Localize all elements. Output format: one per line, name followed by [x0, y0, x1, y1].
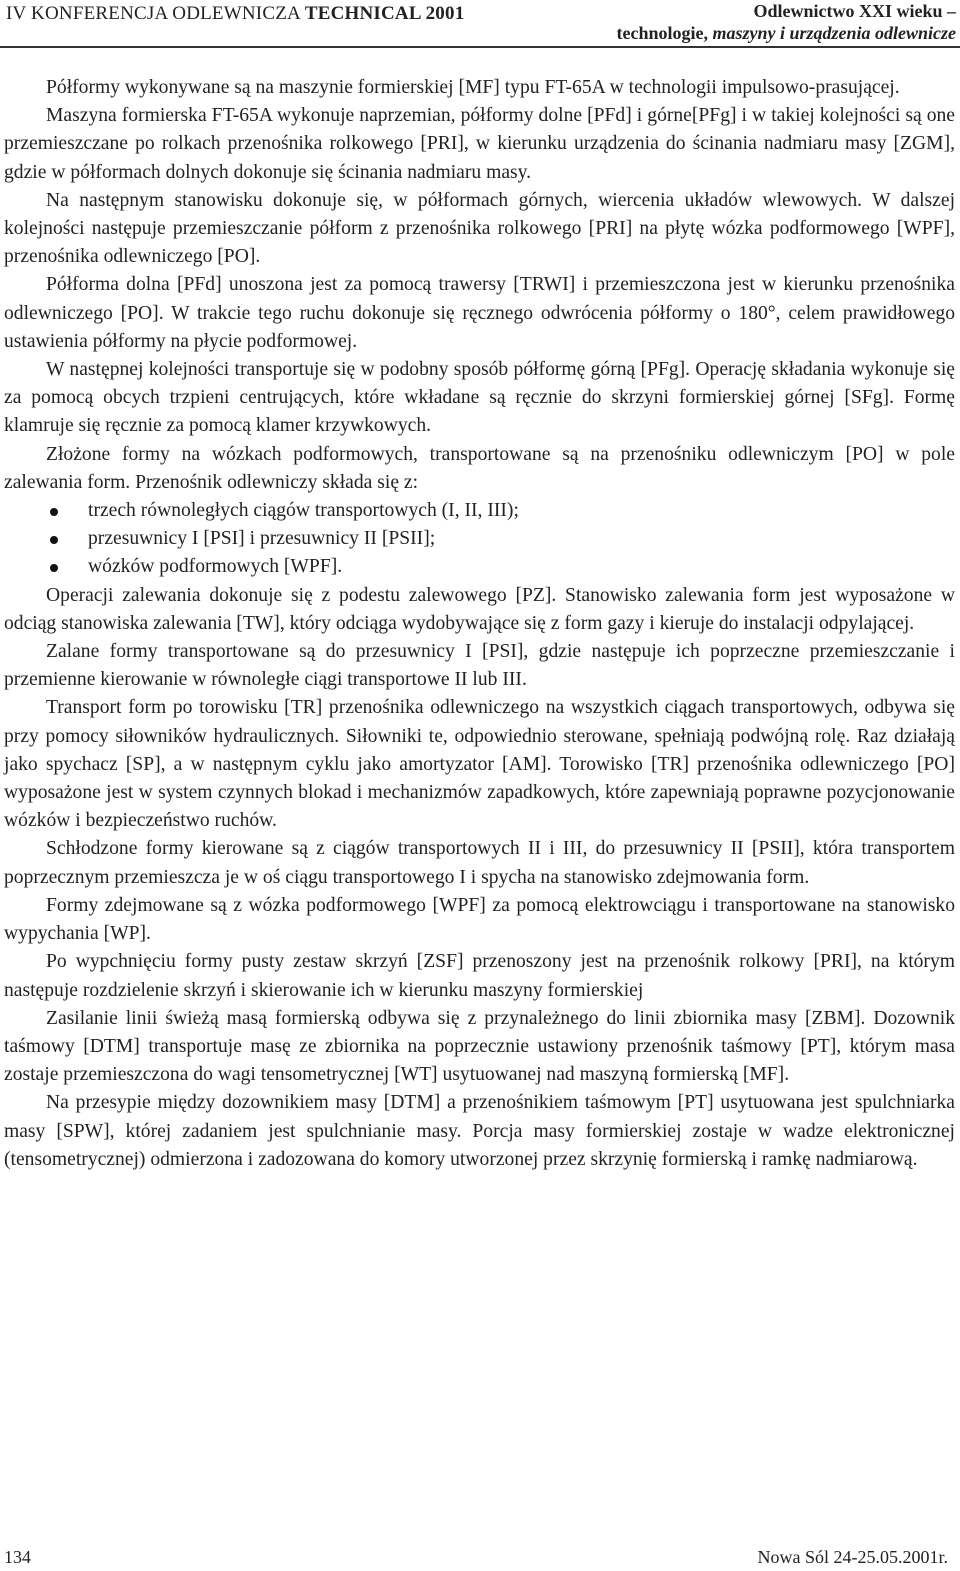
paragraph-text: Półforma dolna [PFd] unoszona jest za pomocą trawersy [TRWI] i przemieszczona jest w kierunku przenośnika odlewniczego [PO]. — [4, 274, 955, 324]
paragraph-text: Na następnym stanowisku dokonuje się, w półformach górnych, wiercenia układów wlewowych. — [46, 189, 863, 211]
paragraph-text: Transport form po torowisku [TR] przenośnika odlewniczego na wszystkich ciągach transportowych, odbywa się przy pomocy siłowników hydraulicznych. Siłowniki te, odpowiednio sterowane, spełniają podwójną rolę. Raz działają jako spychacz [SP], a w następnym cyklu jako amortyzator [AM]. Torowisko [TR] przenośnika odlewniczego [PO] wyposażone jest w system czynnych blokad i mechanizmów zapadkowych, które zapewniają poprawne pozycjonowanie wózków i bezpieczeństwo ruchów. — [4, 697, 955, 832]
paragraph-text: Operacji zalewania dokonuje się z podestu zalewowego [PZ]. Stanowisko zalewania form jest wyposażone w odciąg stanowiska zalewania [TW], który odciąga wydobywające się z form gazy i kieruje do instalacji odpylającej. — [4, 584, 955, 634]
paragraph — [4, 271, 955, 356]
paragraph — [4, 187, 955, 272]
paragraph-text: Po wypchnięciu formy pusty zestaw skrzyń [ZSF] przenoszony jest na przenośnik rolkowy [PRI], na którym następuje rozdzielenie skrzyń i skierowanie ich w kierunku maszyny formierskiej — [4, 951, 955, 1001]
conference-title-bold: TECHNICAL 2001 — [304, 3, 465, 24]
publication-title-line2 — [616, 22, 956, 44]
paragraph — [4, 694, 955, 835]
bullet-list — [4, 497, 955, 582]
paragraph — [4, 835, 955, 891]
page-number: 134 — [4, 1547, 31, 1567]
paragraph — [4, 102, 955, 187]
list-item-text: trzech równoległych ciągów transportowych (I, II, III); — [88, 500, 519, 522]
bullet-icon — [50, 536, 58, 544]
paragraph-text: Schłodzone formy kierowane są z ciągów transportowych II i III, do przesuwnicy II [PSII], która transportem poprzecznym przemieszcza je w oś ciągu transportowego I i spycha na stanowisko zdejmowania form. — [4, 838, 955, 888]
list-item-text: przesuwnicy I [PSI] i przesuwnicy II [PSII]; — [88, 528, 436, 550]
paragraph-text: Na przesypie między dozownikiem masy [DTM] a przenośnikiem taśmowym [PT] usytuowana jest spulchniarka masy [SPW], której zadaniem jest spulchnianie masy. Porcja masy formierskiej zostaje w wadze elektronicznej (tensometrycznej) odmierzona i zadozowana do komory utworzonej przez skrzynię formierską i ramkę nadmiarową. — [4, 1092, 955, 1170]
list-item-text: wózków podformowych [WPF]. — [88, 556, 343, 578]
paragraph-text: Zalane formy transportowane są do przesuwnicy I [PSI], gdzie następuje ich poprzeczne przemieszczanie i przemienne kierowanie w równoległe ciągi transportowe II lub III. — [4, 641, 955, 691]
paragraph — [4, 356, 955, 441]
paragraph-text: Półformy wykonywane są na maszynie formierskiej [MF] typu FT-65A w technologii impulsowo-prasującej. — [46, 77, 900, 98]
body-text — [4, 74, 955, 1174]
paragraph-text: Formy zdejmowane są z wózka podformowego [WPF] za pomocą elektrowciągu i transportowane na stanowisko wypychania [WP]. — [4, 894, 955, 945]
paragraph-text: Złożone formy na wózkach podformowych, transportowane są na przenośniku odlewniczym [PO] w pole zalewania form. — [4, 443, 955, 493]
paragraph-text: W trakcie tego ruchu dokonuje się ręcznego odwrócenia półformy o 180°, celem prawidłowego ustawienia półformy na płycie podformowej. — [4, 302, 955, 352]
paragraph — [4, 441, 955, 497]
publication-title-line2-b: maszyny i urządzenia odlewnicze — [712, 23, 956, 43]
publication-title-line2-a: technologie, — [616, 23, 713, 43]
paragraph — [4, 582, 955, 638]
paragraph — [4, 892, 955, 948]
paragraph-text: Maszyna formierska FT-65A wykonuje naprzemian, półformy dolne [PFd] i górne[PFg] i w takiej kolejności są one przemieszczane po rolkach przenośnika rolkowego [PRI], w kierunku urządzenia do ścinania nadmiaru masy [ZGM], gdzie w półformach dolnych dokonuje się ścinania nadmiaru masy. — [4, 105, 955, 183]
list-item — [4, 497, 955, 525]
paragraph — [4, 74, 955, 102]
paragraph-text: Przenośnik odlewniczy składa się z: — [135, 471, 419, 493]
list-item — [4, 525, 955, 553]
paragraph-text: W następnej kolejności transportuje się w podobny sposób półformę górną [PFg]. — [46, 359, 691, 381]
conference-title-prefix: IV KONFERENCJA ODLEWNICZA — [6, 3, 305, 24]
bullet-icon — [50, 508, 58, 516]
paragraph — [4, 1005, 955, 1090]
paragraph — [4, 638, 955, 694]
bullet-icon — [50, 564, 58, 572]
paragraph-text: W dalszej kolejności następuje przemieszczanie półform z przenośnika rolkowego [PRI] na płytę wózka podformowego [WPF], przenośnika odlewniczego [PO]. — [4, 189, 956, 268]
footer-place-date: Nowa Sól 24-25.05.2001r. — [757, 1547, 948, 1567]
list-item — [4, 553, 955, 581]
publication-title — [616, 0, 956, 44]
paragraph — [4, 1089, 955, 1174]
publication-title-line1: Odlewnictwo XXI wieku – — [753, 1, 956, 21]
paragraph — [4, 948, 955, 1004]
page-header — [0, 0, 960, 48]
conference-title — [6, 3, 464, 25]
paragraph-text: Zasilanie linii świeżą masą formierską odbywa się z przynależnego do linii zbiornika masy [ZBM]. Dozownik taśmowy [DTM] transportuje masę ze zbiornika na poprzecznie ustawiony przenośnik taśmowy [PT], którym masa zostaje przemieszczona do wagi tensometrycznej [WT] usytuowanej nad maszyną formierską [MF]. — [4, 1007, 955, 1086]
paragraph-text: Operację składania wykonuje się za pomocą obcych trzpieni centrujących, które wkładane są ręcznie do skrzyni formierskiej górnej [SFg]. Formę klamruje się ręcznie za pomocą klamer krzywkowych. — [4, 359, 955, 437]
